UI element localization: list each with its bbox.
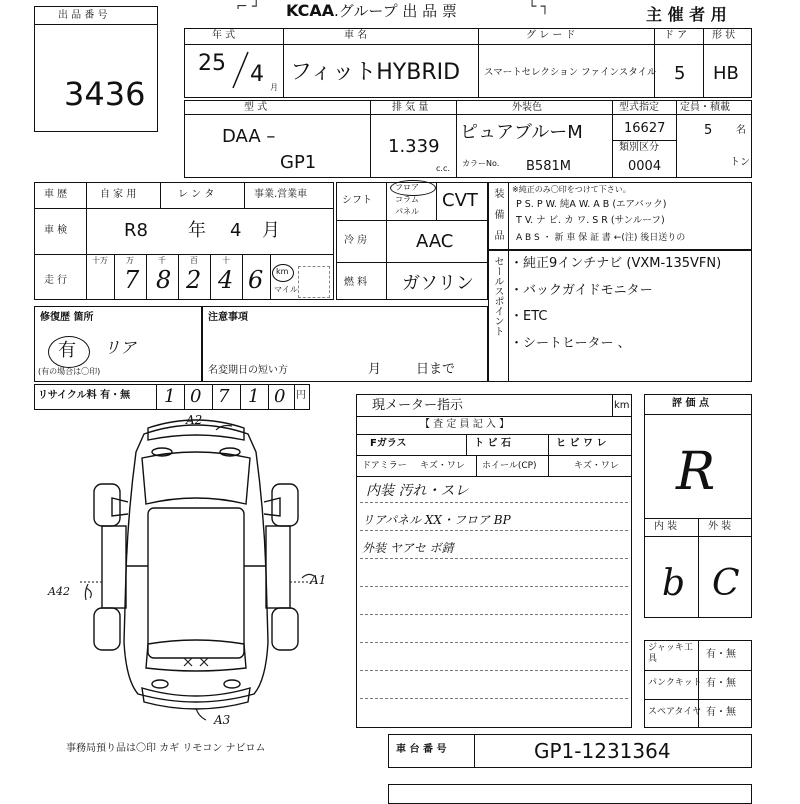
tool-puncture-label: パンクキット [648, 678, 702, 688]
mileage-digit-3: 2 [186, 266, 202, 294]
tool-jack-opt: 有・無 [706, 649, 736, 660]
score-value: R [676, 442, 716, 502]
equipment-line-3: T V. ナ ビ. カ ワ. S R (サンルーフ) [516, 215, 665, 226]
aircon-value: AAC [416, 231, 454, 252]
inspector-hand-2: リアパネル XX・フロア BP [362, 513, 511, 527]
inspection-year-unit: 年 [188, 220, 206, 241]
mark-a1: A1 [310, 573, 327, 587]
score-label: 評 価 点 [672, 398, 709, 409]
model-label: 型 式 [244, 102, 268, 113]
inspection-label: 車 検 [44, 225, 68, 236]
sales-item-2: ・バックガイドモニター [510, 283, 653, 298]
car-diagram [36, 412, 356, 734]
color-value: ピュアブルーM [460, 122, 583, 143]
sales-item-1: ・純正9インチナビ (VXM-135VFN) [510, 256, 722, 271]
meter-label: 現メーター指示 [372, 398, 464, 413]
mark-a3: A3 [214, 713, 231, 727]
displacement-value: 1.339 [388, 136, 440, 157]
inspection-month: 4 [230, 220, 242, 241]
fuel-label: 燃 料 [344, 277, 368, 288]
mirror-damage: キズ・ワレ [420, 461, 465, 471]
class-value: 0004 [628, 159, 662, 174]
car-value: フィットHYBRID [290, 60, 461, 85]
mileage-unit-100k: 十万 [92, 256, 108, 265]
equipment-line-1: ※純正のみ〇印をつけて下さい。 [512, 185, 631, 194]
mileage-unit-10k: 万 [126, 256, 134, 265]
mark-a42: A42 [48, 585, 70, 598]
mileage-digit-5: 6 [248, 266, 264, 294]
year-slash [230, 50, 250, 90]
mileage-km: km [276, 267, 289, 276]
type-designation-value: 16627 [624, 121, 666, 136]
load-unit: トン [730, 157, 750, 168]
meter-unit: km [614, 400, 630, 411]
inspector-hand-3: 外装 ヤアセ ボ錆 [362, 541, 454, 555]
header-corner-marks: ⌐ ┘ [236, 0, 261, 15]
mileage-unit-10: 十 [222, 256, 230, 265]
recycle-digit-5: 0 [274, 386, 286, 407]
mileage-mile: マイル [274, 285, 298, 294]
door-value: 5 [674, 63, 686, 84]
seats-value: 5 [704, 123, 713, 138]
tool-puncture-opt: 有・無 [706, 678, 736, 689]
recycle-digit-2: 0 [190, 386, 202, 407]
class-label: 類別区分 [619, 142, 659, 153]
inspector-hand-1: 内装 汚れ・スレ [366, 483, 469, 499]
year-value: 25 [198, 51, 226, 76]
history-rental: レ ン タ [178, 189, 215, 200]
mileage-label: 走 行 [44, 275, 68, 286]
mileage-digit-4: 4 [218, 266, 234, 294]
interior-label: 内 装 [654, 521, 678, 532]
model-value: GP1 [280, 152, 317, 173]
month-unit: 月 [270, 83, 278, 92]
type-designation-label: 型式指定 [619, 102, 659, 113]
color-label: 外装色 [512, 102, 542, 113]
wheel-label: ホイール(CP) [482, 461, 537, 471]
shift-label: シフト [342, 195, 372, 206]
color-number-value: B581M [526, 159, 571, 174]
repair-note: (有の場合は〇印) [38, 367, 101, 376]
recycle-digit-3: 7 [218, 386, 230, 407]
crack-label: ヒ ビ ワ レ [556, 438, 607, 449]
aircon-label: 冷 房 [344, 235, 368, 246]
car-label: 車 名 [344, 30, 368, 41]
shape-label: 形 状 [712, 30, 736, 41]
repair-circled-value: 有 [58, 340, 76, 361]
notes-period-label: 名変期日の短い方 [208, 365, 288, 376]
month-value: 4 [250, 62, 264, 87]
recycle-digit-1: 1 [164, 386, 176, 407]
history-label: 車 歴 [44, 189, 68, 200]
shift-circle [390, 180, 436, 196]
mileage-digit-2: 8 [156, 266, 172, 294]
lot-label: 出 品 番 号 [58, 10, 108, 21]
history-private: 自 家 用 [100, 189, 137, 200]
shift-value: CVT [442, 190, 478, 211]
notes-label: 注意事項 [208, 312, 248, 323]
model-prefix: DAA – [222, 126, 276, 147]
shift-column: コラム [395, 195, 419, 204]
equipment-line-4: A B S ・ 新 車 保 証 書 ←(注) 後日送りの [516, 233, 686, 243]
exterior-label: 外 装 [708, 521, 732, 532]
lot-number: 3436 [64, 75, 146, 113]
color-number-label: カラーNo. [462, 159, 500, 168]
exterior-value: C [712, 563, 740, 604]
organizer-label: 主 催 者 用 [646, 5, 727, 24]
shift-panel: パネル [395, 207, 419, 216]
seats-label: 定員・積載 [680, 102, 730, 113]
fuel-value: ガソリン [402, 273, 474, 294]
inspection-month-unit: 月 [262, 220, 280, 241]
sales-item-3: ・ETC [510, 309, 548, 324]
door-label: ド ア [664, 30, 688, 41]
form-title: .グループ 出 品 票 [334, 2, 457, 20]
grade-label: グ レ ー ド [526, 30, 576, 41]
brand: KCAA [286, 1, 335, 20]
fglass-label: Fガラス [370, 438, 407, 449]
mileage-digit-1: 7 [124, 266, 140, 294]
mark-a2: A2 [186, 413, 203, 427]
recycle-label: リサイクル料 有・無 [38, 390, 131, 401]
mileage-blank-box [298, 266, 330, 298]
repair-hand: リア [104, 338, 137, 357]
sales-item-4: ・シートヒーター 、 [510, 336, 631, 351]
recycle-digit-4: 1 [248, 386, 260, 407]
inspector-label: 【 査 定 員 記 入 】 [420, 419, 510, 430]
tool-jack-label: ジャッキ工具 [648, 643, 693, 664]
displacement-label: 排 気 量 [392, 102, 429, 113]
notes-month-unit: 月 [368, 362, 382, 377]
history-business: 事業.営業車 [254, 189, 308, 200]
chassis-label: 車 台 番 号 [396, 744, 447, 755]
chip-label: ト ビ 石 [474, 438, 511, 449]
year-label: 年 式 [212, 30, 236, 41]
equipment-line-2: P S. P W. 純A W. A B (エアバック) [516, 199, 667, 210]
mirror-label: ドアミラー [362, 461, 407, 471]
bottom-partial-box [388, 784, 752, 804]
repair-label: 修復歴 箇所 [40, 312, 94, 323]
shift-floor: フロア [395, 183, 419, 192]
shape-value: HB [713, 63, 739, 84]
mileage-unit-1k: 千 [158, 256, 166, 265]
chassis-value: GP1-1231364 [534, 739, 671, 763]
equipment-label: 装 備 品 [492, 188, 503, 245]
tool-spare-opt: 有・無 [706, 707, 736, 718]
displacement-unit: c.c. [436, 164, 450, 173]
recycle-unit: 円 [296, 390, 306, 401]
grade-value: スマートセレクション ファインスタイル [484, 67, 657, 78]
tool-spare-label: スペアタイヤ [648, 707, 702, 717]
inspection-era: R8 [124, 220, 148, 241]
wheel-damage: キズ・ワレ [574, 461, 619, 471]
interior-value: b [662, 563, 686, 604]
sales-label: セールスポイント [492, 256, 503, 336]
seats-unit: 名 [736, 125, 746, 136]
mileage-unit-100: 百 [190, 256, 198, 265]
notes-day-unit: 日まで [416, 362, 456, 377]
diagram-footer: 事務局預り品は〇印 カギ リモコン ナビロム [66, 743, 266, 754]
